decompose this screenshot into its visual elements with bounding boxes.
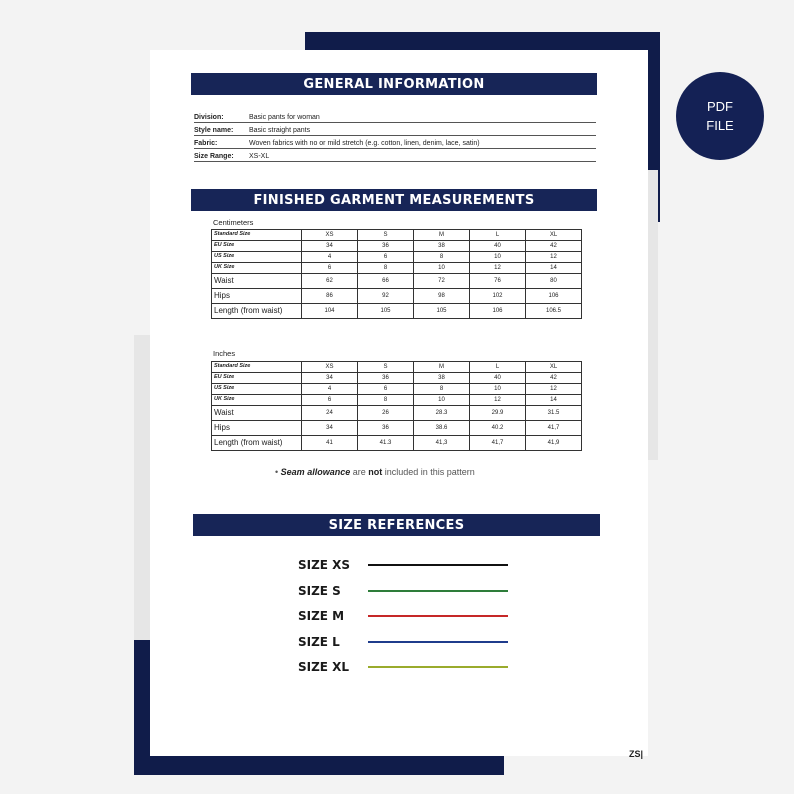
row-label: EU Size bbox=[212, 373, 302, 384]
table-cell: 72 bbox=[414, 274, 470, 289]
row-label: US Size bbox=[212, 384, 302, 395]
note-bullet: • bbox=[275, 467, 279, 477]
size-label: SIZE XL bbox=[298, 660, 350, 674]
note-mid: are bbox=[350, 467, 369, 477]
table-cell: 106 bbox=[526, 289, 582, 304]
size-color-line bbox=[368, 564, 508, 566]
table-cell: 12 bbox=[470, 395, 526, 406]
table-cell: 8 bbox=[414, 384, 470, 395]
table-cell: 24 bbox=[302, 406, 358, 421]
row-label: Waist bbox=[212, 406, 302, 421]
table-cell: 34 bbox=[302, 421, 358, 436]
table-row bbox=[212, 241, 582, 252]
table-cell: 31.5 bbox=[526, 406, 582, 421]
table-cell: 36 bbox=[358, 421, 414, 436]
inches-label: Inches bbox=[213, 349, 236, 358]
info-value: XS-XL bbox=[249, 153, 270, 160]
size-color-line bbox=[368, 666, 508, 668]
table-cell: 6 bbox=[302, 263, 358, 274]
table-cell: 12 bbox=[470, 263, 526, 274]
table-cell: 12 bbox=[526, 252, 582, 263]
table-cell: 106 bbox=[470, 304, 526, 319]
size-reference-item bbox=[298, 609, 508, 623]
badge-line-1: PDF bbox=[707, 99, 733, 114]
table-cell: 14 bbox=[526, 263, 582, 274]
info-row-fabric bbox=[194, 136, 596, 149]
table-cell: 8 bbox=[358, 395, 414, 406]
table-cell: 4 bbox=[302, 384, 358, 395]
note-emphasis-seam: Seam allowance bbox=[280, 467, 351, 477]
table-cell: 41 bbox=[302, 436, 358, 451]
table-cell: M bbox=[414, 230, 470, 241]
seam-allowance-note bbox=[275, 467, 475, 477]
table-cell: 62 bbox=[302, 274, 358, 289]
table-row bbox=[212, 362, 582, 373]
table-cell: 41.3 bbox=[358, 436, 414, 451]
table-cell: 34 bbox=[302, 373, 358, 384]
table-cell: L bbox=[470, 230, 526, 241]
info-row-size-range bbox=[194, 149, 596, 162]
table-cell: 66 bbox=[358, 274, 414, 289]
row-label: US Size bbox=[212, 252, 302, 263]
table-cell: 102 bbox=[470, 289, 526, 304]
info-value: Woven fabrics with no or mild stretch (e.g. cotton, linen, denim, lace, satin) bbox=[249, 140, 480, 147]
table-row bbox=[212, 263, 582, 274]
table-cell: XL bbox=[526, 362, 582, 373]
table-cell: 76 bbox=[470, 274, 526, 289]
pdf-file-badge bbox=[676, 72, 764, 160]
size-reference-item bbox=[298, 584, 508, 598]
table-cell: 98 bbox=[414, 289, 470, 304]
table-cell: L bbox=[470, 362, 526, 373]
table-cell: 6 bbox=[358, 252, 414, 263]
info-row-division bbox=[194, 110, 596, 123]
centimeters-label: Centimeters bbox=[213, 218, 254, 227]
table-cell: 6 bbox=[302, 395, 358, 406]
table-row bbox=[212, 384, 582, 395]
table-cell: 42 bbox=[526, 373, 582, 384]
table-row bbox=[212, 436, 582, 451]
info-value: Basic pants for woman bbox=[249, 114, 320, 121]
row-label: Length (from waist) bbox=[212, 436, 302, 451]
table-cell: 4 bbox=[302, 252, 358, 263]
table-cell: 28.3 bbox=[414, 406, 470, 421]
table-row bbox=[212, 274, 582, 289]
size-color-line bbox=[368, 641, 508, 643]
table-cell: 106.5 bbox=[526, 304, 582, 319]
row-label: Hips bbox=[212, 289, 302, 304]
table-cell: XS bbox=[302, 230, 358, 241]
measurements-title: FINISHED GARMENT MEASUREMENTS bbox=[191, 189, 597, 211]
table-cell: 36 bbox=[358, 373, 414, 384]
table-cell: 8 bbox=[358, 263, 414, 274]
size-reference-item bbox=[298, 660, 508, 674]
table-cell: 41,9 bbox=[526, 436, 582, 451]
table-row bbox=[212, 406, 582, 421]
table-cell: 10 bbox=[414, 263, 470, 274]
table-cell: 10 bbox=[414, 395, 470, 406]
size-label: SIZE L bbox=[298, 634, 340, 649]
info-value: Basic straight pants bbox=[249, 127, 311, 134]
table-cell: S bbox=[358, 230, 414, 241]
table-cell: 40 bbox=[470, 241, 526, 252]
table-row bbox=[212, 373, 582, 384]
note-end: included in this pattern bbox=[382, 467, 475, 477]
table-cell: 86 bbox=[302, 289, 358, 304]
row-label: Standard Size bbox=[212, 362, 302, 373]
table-row bbox=[212, 230, 582, 241]
table-row bbox=[212, 304, 582, 319]
row-label: EU Size bbox=[212, 241, 302, 252]
size-color-line bbox=[368, 615, 508, 617]
table-row bbox=[212, 421, 582, 436]
table-cell: XL bbox=[526, 230, 582, 241]
table-cell: 38.6 bbox=[414, 421, 470, 436]
table-row bbox=[212, 289, 582, 304]
table-cell: 40.2 bbox=[470, 421, 526, 436]
table-cell: 105 bbox=[358, 304, 414, 319]
centimeters-table bbox=[211, 229, 582, 319]
info-key: Style name: bbox=[194, 127, 234, 134]
table-cell: XS bbox=[302, 362, 358, 373]
size-label: SIZE M bbox=[298, 609, 345, 623]
general-information-title: GENERAL INFORMATION bbox=[191, 73, 597, 95]
row-label: Length (from waist) bbox=[212, 304, 302, 319]
badge-line-2: FILE bbox=[706, 118, 734, 133]
table-cell: 38 bbox=[414, 373, 470, 384]
size-label: SIZE XS bbox=[298, 558, 351, 572]
table-cell: 8 bbox=[414, 252, 470, 263]
table-cell: 104 bbox=[302, 304, 358, 319]
table-row bbox=[212, 395, 582, 406]
row-label: Standard Size bbox=[212, 230, 302, 241]
table-cell: 36 bbox=[358, 241, 414, 252]
table-cell: 41,7 bbox=[526, 421, 582, 436]
table-cell: 42 bbox=[526, 241, 582, 252]
table-cell: 34 bbox=[302, 241, 358, 252]
info-row-style-name bbox=[194, 123, 596, 136]
row-label: UK Size bbox=[212, 263, 302, 274]
size-reference-item bbox=[298, 558, 508, 572]
table-cell: 10 bbox=[470, 252, 526, 263]
table-cell: 26 bbox=[358, 406, 414, 421]
row-label: UK Size bbox=[212, 395, 302, 406]
row-label: Waist bbox=[212, 274, 302, 289]
info-key: Size Range: bbox=[194, 153, 234, 160]
table-cell: 6 bbox=[358, 384, 414, 395]
info-key: Fabric: bbox=[194, 140, 218, 147]
size-references-title: SIZE REFERENCES bbox=[193, 514, 600, 536]
table-cell: 105 bbox=[414, 304, 470, 319]
size-color-line bbox=[368, 590, 508, 592]
note-emphasis-not: not bbox=[368, 467, 383, 477]
table-cell: 41,3 bbox=[414, 436, 470, 451]
row-label: Hips bbox=[212, 421, 302, 436]
table-cell: 92 bbox=[358, 289, 414, 304]
table-cell: S bbox=[358, 362, 414, 373]
table-cell: 29.9 bbox=[470, 406, 526, 421]
size-reference-item bbox=[298, 635, 508, 649]
table-cell: 40 bbox=[470, 373, 526, 384]
table-cell: 12 bbox=[526, 384, 582, 395]
table-row bbox=[212, 252, 582, 263]
info-key: Division: bbox=[194, 114, 224, 121]
table-cell: M bbox=[414, 362, 470, 373]
table-cell: 41,7 bbox=[470, 436, 526, 451]
table-cell: 10 bbox=[470, 384, 526, 395]
table-cell: 80 bbox=[526, 274, 582, 289]
inches-table bbox=[211, 361, 582, 451]
size-label: SIZE S bbox=[298, 583, 341, 598]
brand-logo: ZS| bbox=[629, 749, 644, 759]
table-cell: 14 bbox=[526, 395, 582, 406]
table-cell: 38 bbox=[414, 241, 470, 252]
